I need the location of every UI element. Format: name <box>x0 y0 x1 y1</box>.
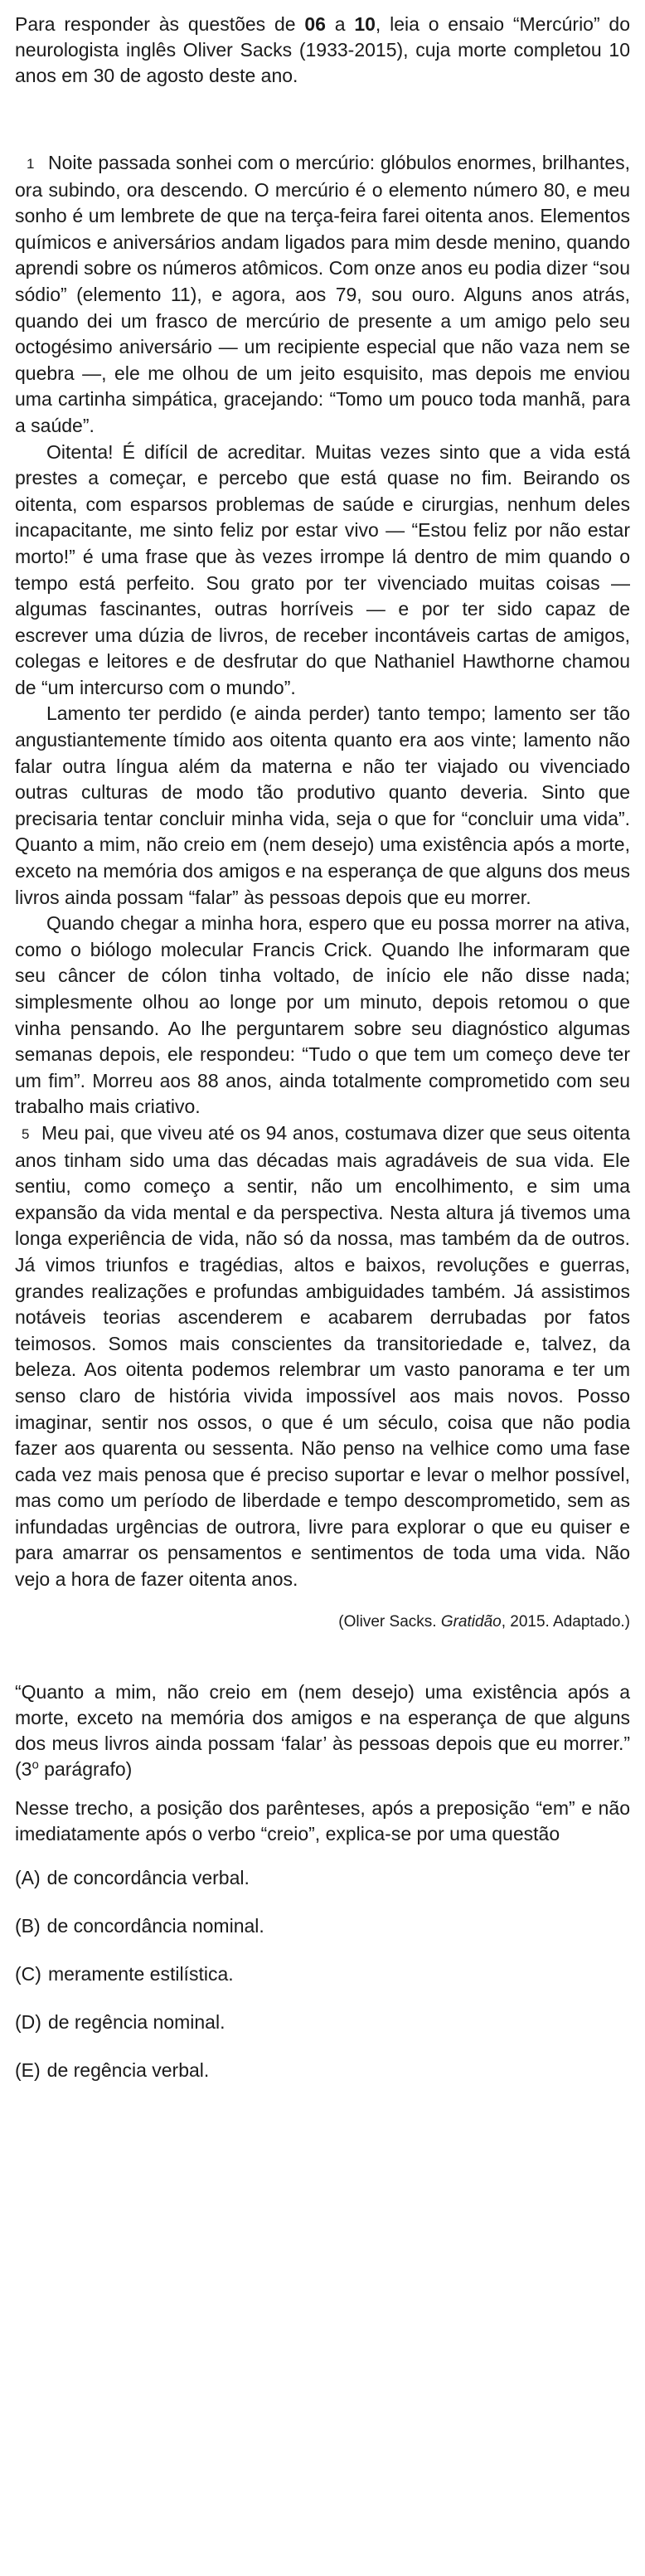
paragraph-text: Quando chegar a minha hora, espero que eu possa morrer na ativa, como o biólogo molecular Francis Crick. Quando lhe informaram que seu câncer de cólon tinha voltado, de início ele não disse nada; simplesmente olhou ao longe por um minuto, depois retomou o que vinha pensando. Ao lhe perguntarem sobre seu diagnóstico algumas semanas depois, ele respondeu: “Tudo o que tem um começo deve ter um fim”. Morreu aos 88 anos, ainda totalmente comprometido com seu trabalho mais criativo. <box>15 912 630 1118</box>
paragraph-number: 5 <box>22 1125 30 1142</box>
option-d[interactable] <box>15 2010 630 2058</box>
paragraph-text: Oitenta! É difícil de acreditar. Muitas vezes sinto que a vida está prestes a começar, e percebo que está quase no fim. Beirando os oitenta, com esparsos problemas de saúde e cirurgias, nenhum deles incapacitante, me sinto feliz por estar vivo — “Estou feliz por não estar morto!” é uma frase que às vezes irrompe lá dentro de mim quando o tempo está perfeito. Sou grato por ter vivenciado muitas coisas — algumas fascinantes, outras horríveis — e por ter sido capaz de escrever uma dúzia de livros, de receber incontáveis cartas de amigos, colegas e leitores e de desfrutar do que Nathaniel Hawthorne chamou de “um intercurso com o mundo”. <box>15 440 630 698</box>
intro-text-3: , leia o ensaio “Mercúrio” do neurologista inglês Oliver Sacks (1933-2015), cuja morte completou 10 anos em 30 de agosto deste ano. <box>15 13 631 86</box>
source-prefix: (Oliver Sacks. <box>338 1612 441 1631</box>
ordinal-indicator: o <box>32 1757 39 1772</box>
option-b[interactable] <box>15 1913 630 1961</box>
option-c[interactable] <box>15 1961 630 2010</box>
essay-paragraph-3 <box>15 701 630 911</box>
paragraph-text: Lamento ter perdido (e ainda perder) tanto tempo; lamento ser tão angustiantemente tímido aos oitenta quanto era aos vinte; lamento não falar outra língua além da materna e não ter viajado ou vivenciado outras culturas de modo tão produtivo quanto deveria. Sinto que precisaria tentar concluir minha vida, seja o que for “concluir uma vida”. Quanto a mim, não creio em (nem desejo) uma existência após a morte, exceto na memória dos amigos e na esperança de que alguns dos meus livros ainda possam “falar” às pessoas depois que eu morrer. <box>15 702 630 908</box>
option-letter: (B) <box>15 1914 41 1937</box>
intro-instructions <box>15 12 630 89</box>
intro-text-1: Para responder às questões de <box>15 13 305 35</box>
option-text: de regência nominal. <box>47 2010 226 2033</box>
option-text: meramente estilística. <box>47 1962 234 1985</box>
paragraph-text: Meu pai, que viveu até os 94 anos, costumava dizer que seus oitenta anos tinham sido uma das décadas mais agradáveis de sua vida. Ele sentiu, como começo a sentir, não um encolhimento, e sim uma expansão da vida mental e da perspectiva. Nesta altura já tivemos uma longa experiência de vida, não só da nossa, mas também da de outros. Já vimos triunfos e tragédias, altos e baixos, revoluções e guerras, grandes realizações e profundas ambiguidades também. Já assistimos notáveis teorias ascenderem e acabarem derrubadas por fatos teimosos. Somos mais conscientes da transitoriedade e, talvez, da beleza. Aos oitenta podemos relembrar um vasto panorama e ter um senso claro de história vivida impossível aos mais novos. Posso imaginar, sentir nos ossos, o que é um século, coisa que não podia fazer aos quarenta ou sessenta. Não penso na velhice como uma fase cada vez mais penosa que é preciso suportar e levar o melhor possível, mas como um período de liberdade e tempo descomprometido, sem as infundadas urgências de outrora, livre para explorar o que eu quiser e para amarrar os pensamentos e sentimentos de toda uma vida. Não vejo a hora de fazer oitenta anos. <box>15 1121 630 1591</box>
option-text: de concordância verbal. <box>46 1866 250 1888</box>
option-a[interactable] <box>15 1865 630 1913</box>
option-letter: (C) <box>15 1962 41 1985</box>
essay-paragraph-4 <box>15 911 630 1120</box>
answer-options <box>15 1865 630 2106</box>
option-text: de regência verbal. <box>46 2058 210 2081</box>
option-letter: (E) <box>15 2058 41 2081</box>
option-letter: (D) <box>15 2010 41 2033</box>
essay-source <box>15 1611 630 1633</box>
intro-question-to: 10 <box>354 13 376 35</box>
question-quote <box>15 1679 630 1782</box>
essay-paragraph-5 <box>15 1120 630 1593</box>
option-letter: (A) <box>15 1866 41 1888</box>
intro-question-from: 06 <box>304 13 326 35</box>
intro-text-2: a <box>325 13 355 35</box>
paragraph-text: Noite passada sonhei com o mercúrio: glóbulos enormes, brilhantes, ora subindo, ora descendo. O mercúrio é o elemento número 80, e meu sonho é um lembrete de que na terça-feira farei oitenta anos. Elementos químicos e aniversários andam ligados para mim desde menino, quando aprendi sobre os números atômicos. Com onze anos eu podia dizer “sou sódio” (elemento 11), e agora, aos 79, sou ouro. Alguns anos atrás, quando dei um frasco de mercúrio de presente a um amigo pelo seu octogésimo aniversário — um recipiente especial que não vaza nem se quebra —, ele me olhou de um jeito esquisito, mas depois me enviou uma cartinha simpática, gracejando: “Tomo um pouco toda manhã, para a saúde”. <box>15 152 630 436</box>
question-block <box>15 1679 630 2106</box>
paragraph-number: 1 <box>27 156 35 172</box>
option-e[interactable] <box>15 2058 630 2106</box>
question-stem: Nesse trecho, a posição dos parênteses, após a preposição “em” e não imediatamente após o verbo “creio”, explica-se por uma questão <box>15 1796 630 1845</box>
essay-paragraph-1 <box>15 150 630 440</box>
quote-text: “Quanto a mim, não creio em (nem desejo) uma existência após a morte, exceto na memória dos amigos e na esperança de que alguns dos meus livros ainda possam ‘falar’ às pessoas depois que eu morrer.” (3 <box>15 1680 630 1780</box>
essay-paragraph-2 <box>15 440 630 702</box>
essay-text <box>15 150 630 1633</box>
option-text: de concordância nominal. <box>46 1914 264 1937</box>
source-suffix: , 2015. Adaptado.) <box>501 1612 630 1631</box>
quote-reference: parágrafo) <box>38 1757 133 1780</box>
source-book-title: Gratidão <box>440 1612 502 1631</box>
